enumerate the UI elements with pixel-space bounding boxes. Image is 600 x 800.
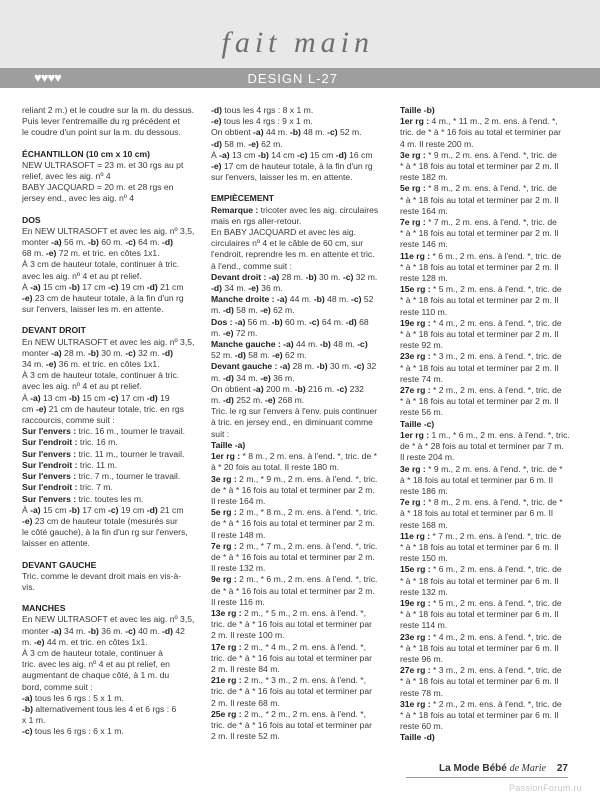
size-marker: -c) bbox=[353, 361, 365, 372]
size-marker: -a) bbox=[30, 281, 41, 292]
text-line: mais en rgs aller-retour. bbox=[211, 215, 302, 226]
size-marker: -c) bbox=[125, 237, 136, 248]
inline-label: 5e rg : bbox=[400, 183, 426, 194]
size-marker: -a) bbox=[30, 504, 41, 515]
text-line: raccourcis, comme suit : bbox=[22, 415, 115, 426]
size-marker: -e) bbox=[211, 116, 222, 127]
inline-label: Sur l'endroit : bbox=[22, 482, 78, 493]
text-line: à l'end., comme suit : bbox=[211, 260, 292, 271]
text-line: sur l'envers, laisser les m. en attente. bbox=[22, 304, 164, 315]
text-line: de * à * 28 fois au total et terminer par 7 m. bbox=[400, 441, 564, 452]
text-line: reste 128 m. bbox=[400, 273, 448, 284]
size-marker: -e) bbox=[264, 395, 276, 406]
inline-label: Sur l'envers : bbox=[22, 471, 77, 482]
size-marker: -b) bbox=[316, 361, 328, 372]
inline-label: 7e rg : bbox=[211, 540, 237, 551]
text-line: sur l'envers, laisser les m. en attente. bbox=[211, 172, 353, 183]
brand-main: La Mode Bébé bbox=[439, 763, 510, 774]
watermark: PassionForum.ru bbox=[508, 783, 582, 793]
text-line: à * 20 fois au total. Il reste 180 m. bbox=[211, 462, 340, 473]
size-marker: -a) bbox=[51, 347, 62, 358]
inline-label: Manche gauche : bbox=[211, 339, 281, 350]
text-line: -e) 17 cm de hauteur totale, à la fin d'un rg bbox=[211, 161, 373, 172]
inline-label: 9e rg : bbox=[211, 574, 237, 585]
size-marker: -e) bbox=[45, 248, 57, 259]
text-line: reste 96 m. bbox=[400, 653, 443, 664]
text-line: Devant droit : -a) 28 m. -b) 30 m. -c) 32 m. bbox=[211, 271, 378, 282]
text-line: reste 114 m. bbox=[400, 620, 448, 631]
text-line: tric. de * à * 16 fois au total et terminer par bbox=[211, 652, 372, 663]
text-line: de * à * 16 fois au total et terminer par 2 m. bbox=[211, 518, 375, 529]
size-marker: -b) bbox=[87, 625, 99, 636]
text-line: 15e rg : * 6 m., 2 m. ens. à l'end. *, tric. de bbox=[400, 564, 562, 575]
text-line: 4 m. Il reste 200 m. bbox=[400, 138, 474, 149]
text-line: Sur l'envers : tric. 7 m., tourner le travail. bbox=[22, 471, 181, 482]
text-line: Remarque : tricoter avec les aig. circulaires bbox=[211, 204, 379, 215]
text-line: À 3 cm de hauteur totale, continuer à tric. bbox=[22, 259, 180, 270]
inline-label: 13e rg : bbox=[211, 607, 242, 618]
size-marker: -a) bbox=[30, 392, 41, 403]
inline-label: 23e rg : bbox=[400, 351, 431, 362]
text-line: * à * 18 fois au total et terminer par 2 m. Il bbox=[400, 194, 559, 205]
size-marker: -d) bbox=[222, 305, 234, 316]
text-line: -e) 23 cm de hauteur totale, à la fin d'un rg bbox=[22, 293, 184, 304]
text-line: 13e rg : 2 m., * 5 m., 2 m. ens. à l'end. *, bbox=[211, 607, 366, 618]
text-line: reste 132 m. bbox=[400, 586, 448, 597]
text-line: 27e rg : * 2 m., 2 m. ens. à l'end. *, tric. de bbox=[400, 385, 562, 396]
text-line: En NEW ULTRASOFT et avec les aig. nº 3,5, bbox=[22, 614, 195, 625]
text-line: À 3 cm de hauteur totale, continuer à bbox=[22, 647, 163, 658]
page-number: 27 bbox=[556, 763, 568, 774]
text-line: reste 182 m. bbox=[400, 172, 448, 183]
text-line: 34 m. -e) 36 m. et tric. en côtes 1x1. bbox=[22, 359, 160, 370]
text-line: 11e rg : * 7 m., 2 m. ens. à l'end. *, tric. de bbox=[400, 530, 562, 541]
text-line: 27e rg : * 3 m., 2 m. ens. à l'end. *, tric. de bbox=[400, 665, 562, 676]
text-line: * à * 18 fois au total et terminer par 6 m. Il bbox=[400, 642, 559, 653]
text-line: En NEW ULTRASOFT et avec les aig. nº 3,5, bbox=[22, 225, 195, 236]
text-line: Manche gauche : -a) 44 m. -b) 48 m. -c) bbox=[211, 339, 368, 350]
text-line: On obtient -a) 200 m. -b) 216 m. -c) 232 bbox=[211, 383, 364, 394]
inline-label: 1er rg : bbox=[400, 116, 430, 127]
magazine-brand bbox=[439, 763, 546, 774]
size-marker: -e) bbox=[222, 327, 234, 338]
size-marker: -e) bbox=[22, 293, 33, 304]
text-line: 5e rg : 2 m., * 8 m., 2 m. ens. à l'end. *, tric. bbox=[211, 507, 378, 518]
text-line: Il reste 116 m. bbox=[211, 596, 265, 607]
size-marker: -a) bbox=[234, 316, 246, 327]
text-line: le côté gauche), à la fin d'un rg sur l'envers, bbox=[22, 527, 188, 538]
page-title: fait main bbox=[221, 26, 374, 59]
text-line: Sur l'endroit : tric. 11 m. bbox=[22, 459, 117, 470]
text-line: 1er rg : * 8 m., 2 m. ens. à l'end. *, tric. de * bbox=[211, 451, 377, 462]
text-line: reste 186 m. bbox=[400, 485, 448, 496]
text-line: jersey end., avec les aig. nº 4 bbox=[22, 193, 135, 204]
size-marker: -c) bbox=[297, 149, 308, 160]
text-line: 1er rg : 1 m., * 6 m., 2 m. ens. à l'end. *, tric. bbox=[400, 429, 570, 440]
text-line: Sur l'endroit : tric. 7 m. bbox=[22, 482, 113, 493]
text-line: tric. de * à * 16 fois au total et terminer par bbox=[211, 719, 372, 730]
inline-label: 21e rg : bbox=[211, 675, 242, 686]
text-line: de * à * 16 fois au total et terminer par 2 m. bbox=[211, 551, 375, 562]
text-line: le coudre d'un point sur la m. du dessous. bbox=[22, 127, 181, 138]
text-line: Tric. comme le devant droit mais en vis-à- bbox=[22, 570, 182, 581]
size-marker: -b) bbox=[319, 339, 331, 350]
text-line: reste 164 m. bbox=[400, 205, 448, 216]
size-marker: -d) bbox=[234, 350, 246, 361]
size-marker: -a) bbox=[279, 361, 291, 372]
text-line: 3e rg : * 9 m., 2 m. ens. à l'end. *, tric. de bbox=[400, 149, 557, 160]
text-line: BABY JACQUARD = 20 m. et 28 rgs en bbox=[22, 182, 174, 193]
inline-label: 31e rg : bbox=[400, 698, 431, 709]
text-line: 52 m. -d) 58 m. -e) 62 m. bbox=[211, 350, 307, 361]
inline-label: 5e rg : bbox=[211, 507, 237, 518]
text-line: 1er rg : 4 m., * 11 m., 2 m. ens. à l'end. *, bbox=[400, 116, 558, 127]
text-line: reste 146 m. bbox=[400, 239, 448, 250]
text-line: 5e rg : * 8 m., 2 m. ens. à l'end. *, tric. de bbox=[400, 183, 557, 194]
inline-label: 1er rg : bbox=[211, 451, 241, 462]
size-marker: -c) bbox=[357, 339, 368, 350]
section-heading: Taille -b) bbox=[400, 105, 435, 115]
size-marker: -d) bbox=[146, 281, 158, 292]
size-marker: -b) bbox=[313, 294, 325, 305]
section-heading: EMPIÈCEMENT bbox=[211, 193, 275, 204]
section-heading: ÉCHANTILLON (10 cm x 10 cm) bbox=[22, 148, 150, 159]
paragraph-gap bbox=[22, 593, 200, 603]
size-marker: -d) bbox=[222, 372, 234, 383]
text-line: suit : bbox=[211, 428, 230, 439]
inline-label: Sur l'envers : bbox=[22, 426, 77, 437]
size-marker: -c) bbox=[125, 625, 136, 636]
size-marker: -e) bbox=[45, 359, 57, 370]
size-marker: -d) bbox=[211, 105, 222, 115]
inline-label: Devant droit : bbox=[211, 271, 267, 282]
size-marker: -b) bbox=[87, 347, 99, 358]
size-marker: -a) bbox=[51, 237, 62, 248]
text-line: relief, avec les aig. nº 4 bbox=[22, 171, 111, 182]
text-line: 2 m. Il reste 84 m. bbox=[211, 663, 280, 674]
text-line: reste 56 m. bbox=[400, 407, 443, 418]
text-line: 7e rg : 2 m., * 7 m., 2 m. ens. à l'end. *, tric. bbox=[211, 540, 378, 551]
size-marker: -e) bbox=[248, 283, 259, 294]
section-heading: DEVANT GAUCHE bbox=[22, 559, 97, 570]
size-marker: -e) bbox=[260, 305, 271, 316]
size-marker: -e) bbox=[33, 636, 45, 647]
text-line: 68 m. -e) 72 m. et tric. en côtes 1x1. bbox=[22, 248, 160, 259]
text-line: monter -a) 56 m. -b) 60 m. -c) 64 m. -d) bbox=[22, 237, 173, 248]
text-line: avec les aig. nº 4 et au pt relief. bbox=[22, 270, 142, 281]
text-line: * à * 18 fois au total et terminer par 6 m. Il bbox=[400, 575, 559, 586]
size-marker: -a) bbox=[276, 294, 288, 305]
size-marker: -b) bbox=[257, 149, 269, 160]
paragraph-gap bbox=[22, 315, 200, 325]
text-line: -b) alternativement tous les 4 et 6 rgs : 6 bbox=[22, 703, 177, 714]
text-line: -d) tous les 4 rgs : 8 x 1 m. bbox=[211, 105, 314, 115]
text-line: bord, comme suit : bbox=[22, 681, 93, 692]
size-marker: -e) bbox=[272, 350, 283, 361]
text-line: x 1 m. bbox=[22, 715, 46, 726]
text-line: * à * 18 fois au total et terminer par 2 m. Il bbox=[400, 161, 559, 172]
text-line: reste 60 m. bbox=[400, 721, 443, 732]
size-marker: -c) bbox=[308, 316, 320, 327]
text-line: reliant 2 m.) et le coudre sur la m. du dessus. bbox=[22, 105, 194, 115]
text-line: reste 74 m. bbox=[400, 373, 443, 384]
paragraph-gap bbox=[22, 139, 200, 149]
text-line: 31e rg : * 2 m., 2 m. ens. à l'end. *, tric. de bbox=[400, 698, 562, 709]
text-line: à tric. en jersey end., en diminuant comme bbox=[211, 417, 373, 428]
size-marker: -b) bbox=[271, 316, 283, 327]
text-line: monter -a) 28 m. -b) 30 m. -c) 32 m. -d) bbox=[22, 347, 173, 358]
text-line: l'endroit, reprendre les m. en attente et tric. bbox=[211, 249, 375, 260]
inline-label: 15e rg : bbox=[400, 284, 431, 295]
inline-label: Sur l'envers : bbox=[22, 493, 77, 504]
text-line: Tric. le rg sur l'envers à l'env. puis continuer bbox=[211, 406, 378, 417]
inline-label: 15e rg : bbox=[400, 564, 431, 575]
text-line: 3e rg : 2 m., * 9 m., 2 m. ens. à l'end. *, tric. bbox=[211, 473, 378, 484]
size-marker: -d) bbox=[345, 316, 357, 327]
text-line: monter -a) 34 m. -b) 36 m. -c) 40 m. -d) 42 bbox=[22, 625, 185, 636]
size-marker: -c) bbox=[342, 271, 354, 282]
text-line: NEW ULTRASOFT = 23 m. et 30 rgs au pt bbox=[22, 159, 184, 170]
text-line: Il reste 164 m. bbox=[211, 495, 266, 506]
inline-label: 17e rg : bbox=[211, 641, 242, 652]
text-line: reste 150 m. bbox=[400, 553, 448, 564]
size-marker: -a) bbox=[283, 339, 294, 350]
size-marker: -a) bbox=[51, 625, 62, 636]
text-line: Manche droite : -a) 44 m. -b) 48 m. -c) 52 bbox=[211, 294, 374, 305]
inline-label: Devant gauche : bbox=[211, 361, 278, 372]
text-line: -c) tous les 6 rgs : 6 x 1 m. bbox=[22, 726, 124, 737]
text-line: m. -d) 252 m. -e) 268 m. bbox=[211, 395, 305, 406]
text-line: augmentant de chaque côté, à 1 m. du bbox=[22, 670, 170, 681]
text-line: Il reste 148 m. bbox=[211, 529, 266, 540]
section-heading: DEVANT DROIT bbox=[22, 325, 86, 336]
footer-rule bbox=[406, 777, 568, 778]
text-line: 9e rg : 2 m., * 6 m., 2 m. ens. à l'end. *, tric. bbox=[211, 574, 378, 585]
text-line: Sur l'endroit : tric. 16 m. bbox=[22, 437, 118, 448]
text-line: À -a) 13 cm -b) 15 cm -c) 17 cm -d) 19 bbox=[22, 392, 170, 403]
size-marker: -e) bbox=[22, 515, 33, 526]
text-line: À -a) 15 cm -b) 17 cm -c) 19 cm -d) 21 cm bbox=[22, 281, 184, 292]
text-line: -a) tous les 6 rgs : 5 x 1 m. bbox=[22, 692, 124, 703]
text-line: * à * 18 fois au total et terminer par 6 m. Il bbox=[400, 709, 559, 720]
inline-label: Sur l'endroit : bbox=[22, 437, 78, 448]
text-line: -e) tous les 4 rgs : 9 x 1 m. bbox=[211, 116, 313, 127]
size-marker: -d) bbox=[162, 347, 173, 358]
text-line: Dos : -a) 56 m. -b) 60 m. -c) 64 m. -d) 68 bbox=[211, 316, 369, 327]
text-line: 2 m. Il reste 52 m. bbox=[211, 731, 280, 742]
text-line: Sur l'envers : tric. 16 m., tourner le travail. bbox=[22, 426, 185, 437]
size-marker: -b) bbox=[305, 271, 317, 282]
size-marker: -b) bbox=[22, 703, 33, 714]
inline-label: 7e rg : bbox=[400, 217, 426, 228]
size-marker: -b) bbox=[68, 504, 80, 515]
text-line: reste 110 m. bbox=[400, 306, 448, 317]
size-marker: -d) bbox=[335, 149, 347, 160]
inline-label: 11e rg : bbox=[400, 250, 431, 261]
inline-label: 19e rg : bbox=[400, 597, 431, 608]
text-line: tric. de * à * 16 fois au total et terminer par bbox=[211, 619, 372, 630]
inline-label: 25e rg : bbox=[211, 708, 242, 719]
size-marker: -c) bbox=[336, 383, 348, 394]
inline-label: Sur l'endroit : bbox=[22, 459, 78, 470]
text-line: 21e rg : 2 m., * 3 m., 2 m. ens. à l'end. *, bbox=[211, 675, 366, 686]
text-column-3 bbox=[400, 105, 580, 744]
text-line: 2 m. Il reste 68 m. bbox=[211, 697, 280, 708]
text-line: à * 18 fois au total et terminer par 6 m. Il bbox=[400, 508, 553, 519]
text-line: vis. bbox=[22, 581, 35, 592]
size-marker: -a) bbox=[268, 271, 280, 282]
text-line: tric. de * à * 16 fois au total et terminer par bbox=[211, 686, 372, 697]
section-heading: MANCHES bbox=[22, 603, 66, 614]
size-marker: -d) bbox=[162, 237, 173, 248]
section-heading: Taille -c) bbox=[400, 418, 435, 429]
text-line: de * à * 16 fois au total et terminer par 2 m. bbox=[211, 484, 375, 495]
text-line: Devant gauche : -a) 28 m. -b) 30 m. -c) 32 bbox=[211, 361, 377, 372]
inline-label: 23e rg : bbox=[400, 631, 431, 642]
text-line: * à * 18 fois au total et terminer par 2 m. Il bbox=[400, 362, 559, 373]
size-marker: -d) bbox=[211, 138, 222, 149]
paragraph-gap bbox=[22, 205, 200, 215]
text-line: cm -e) 21 cm de hauteur totale, tric. en rgs bbox=[22, 403, 184, 414]
size-marker: -e) bbox=[35, 403, 47, 414]
inline-label: Dos : bbox=[211, 316, 233, 327]
text-line: -d) 34 m. -e) 36 m. bbox=[211, 283, 283, 294]
size-marker: -c) bbox=[350, 294, 362, 305]
text-line: À -a) 15 cm -b) 17 cm -c) 19 cm -d) 21 cm bbox=[22, 504, 184, 515]
section-heading: DOS bbox=[22, 214, 41, 225]
text-line: 11e rg : * 6 m., 2 m. ens. à l'end. *, tric. de bbox=[400, 250, 562, 261]
inline-label: 11e rg : bbox=[400, 530, 431, 541]
text-line: 15e rg : * 5 m., 2 m. ens. à l'end. *, tric. de bbox=[400, 284, 562, 295]
text-line: * à * 18 fois au total et terminer par 2 m. Il bbox=[400, 295, 559, 306]
text-line: 3e rg : * 9 m., 2 m. ens. à l'end. *, tric. de * bbox=[400, 463, 563, 474]
size-marker: -d) bbox=[146, 504, 158, 515]
hearts-icon: ♥♥♥♥ bbox=[34, 70, 61, 85]
text-line: reste 78 m. bbox=[400, 687, 443, 698]
text-line: * à * 18 fois au total et terminer par 2 m. Il bbox=[400, 228, 559, 239]
inline-label: 19e rg : bbox=[400, 317, 431, 328]
text-column-2 bbox=[211, 105, 389, 742]
inline-label: 27e rg : bbox=[400, 385, 431, 396]
size-marker: -a) bbox=[22, 692, 33, 703]
size-marker: -d) bbox=[211, 283, 222, 294]
size-marker: -c) bbox=[22, 726, 33, 737]
text-line: Il reste 204 m. bbox=[400, 452, 455, 463]
size-marker: -d) bbox=[222, 395, 234, 406]
size-marker: -e) bbox=[260, 372, 271, 383]
paragraph-gap bbox=[211, 183, 389, 193]
size-marker: -c) bbox=[108, 504, 119, 515]
brand-script: de Marie bbox=[509, 763, 546, 774]
text-line: * à * 18 fois au total et terminer par 2 m. Il bbox=[400, 396, 559, 407]
paragraph-gap bbox=[22, 550, 200, 560]
inline-label: 3e rg : bbox=[211, 473, 237, 484]
text-line: 7e rg : * 8 m., 2 m. ens. à l'end. *, tric. de * bbox=[400, 497, 563, 508]
inline-label: Sur l'envers : bbox=[22, 448, 77, 459]
size-marker: -c) bbox=[327, 127, 338, 138]
text-line: 2 m. Il reste 100 m. bbox=[211, 630, 285, 641]
text-line: 19e rg : * 5 m., 2 m. ens. à l'end. *, tric. de bbox=[400, 597, 562, 608]
design-label: DESIGN L-27 bbox=[247, 71, 338, 86]
text-line: * à * 18 fois au total et terminer par 2 m. Il bbox=[400, 329, 559, 340]
size-marker: -e) bbox=[211, 161, 222, 172]
size-marker: -d) bbox=[146, 392, 158, 403]
size-marker: -c) bbox=[108, 281, 119, 292]
text-line: m. -e) 72 m. bbox=[211, 327, 258, 338]
inline-label: 1er rg : bbox=[400, 429, 430, 440]
text-line: m. -e) 44 m. et tric. en côtes 1x1. bbox=[22, 636, 148, 647]
inline-label: 27e rg : bbox=[400, 665, 431, 676]
text-line: 7e rg : * 7 m., 2 m. ens. à l'end. *, tric. de bbox=[400, 217, 557, 228]
size-marker: -e) bbox=[248, 138, 259, 149]
text-line: tric. de * à * 16 fois au total et terminer par bbox=[400, 127, 561, 138]
text-line: circulaires nº 4 et le câble de 60 cm, sur bbox=[211, 238, 364, 249]
text-line: à * 18 fois au total et terminer par 6 m. Il bbox=[400, 474, 553, 485]
size-marker: -d) bbox=[162, 625, 173, 636]
text-line: 19e rg : * 4 m., 2 m. ens. à l'end. *, tric. de bbox=[400, 317, 562, 328]
text-line: Puis lever l'entremaille du rg précédent et bbox=[22, 116, 180, 127]
size-marker: -c) bbox=[108, 392, 119, 403]
text-line: On obtient -a) 44 m. -b) 48 m. -c) 52 m. bbox=[211, 127, 362, 138]
text-line: laisser en attente. bbox=[22, 538, 90, 549]
inline-label: 7e rg : bbox=[400, 497, 426, 508]
text-line: m. -d) 34 m. -e) 36 m. bbox=[211, 372, 295, 383]
text-line: À 3 cm de hauteur totale, continuer à tric. bbox=[22, 370, 180, 381]
text-line: de * à * 16 fois au total et terminer par 2 m. bbox=[211, 585, 375, 596]
size-marker: -b) bbox=[87, 237, 99, 248]
text-line: À -a) 13 cm -b) 14 cm -c) 15 cm -d) 16 cm bbox=[211, 149, 373, 160]
size-marker: -a) bbox=[219, 149, 230, 160]
size-marker: -b) bbox=[289, 127, 301, 138]
inline-label: 3e rg : bbox=[400, 149, 426, 160]
section-heading: Taille -d) bbox=[400, 732, 435, 743]
text-line: reste 168 m. bbox=[400, 519, 448, 530]
size-marker: -b) bbox=[68, 392, 80, 403]
text-line: 23e rg : * 3 m., 2 m. ens. à l'end. *, tric. de bbox=[400, 351, 562, 362]
inline-label: Manche droite : bbox=[211, 294, 275, 305]
size-marker: -c) bbox=[125, 347, 136, 358]
size-marker: -a) bbox=[253, 383, 264, 394]
text-line: Sur l'envers : tric. toutes les m. bbox=[22, 493, 144, 504]
text-line: Sur l'envers : tric. 11 m., tourner le travail. bbox=[22, 448, 185, 459]
text-line: En BABY JACQUARD et avec les aig. bbox=[211, 227, 357, 238]
section-heading: Taille -a) bbox=[211, 439, 246, 450]
text-line: * à * 18 fois au total et terminer par 6 m. Il bbox=[400, 609, 559, 620]
text-line: 25e rg : 2 m., * 2 m., 2 m. ens. à l'end. *, bbox=[211, 708, 366, 719]
size-marker: -b) bbox=[294, 383, 306, 394]
text-line: -d) 58 m. -e) 62 m. bbox=[211, 138, 283, 149]
text-line: * à * 18 fois au total et terminer par 6 m. Il bbox=[400, 676, 559, 687]
inline-label: Remarque : bbox=[211, 204, 259, 215]
text-line: -e) 23 cm de hauteur totale (mesurés sur bbox=[22, 515, 178, 526]
text-line: * à * 18 fois au total et terminer par 2 m. Il bbox=[400, 261, 559, 272]
text-column-1 bbox=[22, 105, 200, 738]
text-line: 23e rg : * 4 m., 2 m. ens. à l'end. *, tric. de bbox=[400, 631, 562, 642]
size-marker: -b) bbox=[68, 281, 80, 292]
text-line: reste 92 m. bbox=[400, 340, 443, 351]
text-line: * à * 18 fois au total et terminer par 6 m. Il bbox=[400, 541, 559, 552]
text-line: tric. avec les aig. nº 4 et au pt relief, en bbox=[22, 659, 170, 670]
text-line: 17e rg : 2 m., * 4 m., 2 m. ens. à l'end. *, bbox=[211, 641, 366, 652]
size-marker: -a) bbox=[253, 127, 264, 138]
text-line: avec les aig. nº 4 et au pt relief. bbox=[22, 381, 142, 392]
inline-label: 3e rg : bbox=[400, 463, 426, 474]
text-line: m. -d) 58 m. -e) 62 m. bbox=[211, 305, 295, 316]
text-line: En NEW ULTRASOFT et avec les aig. nº 3,5, bbox=[22, 336, 195, 347]
text-line: Il reste 132 m. bbox=[211, 563, 266, 574]
